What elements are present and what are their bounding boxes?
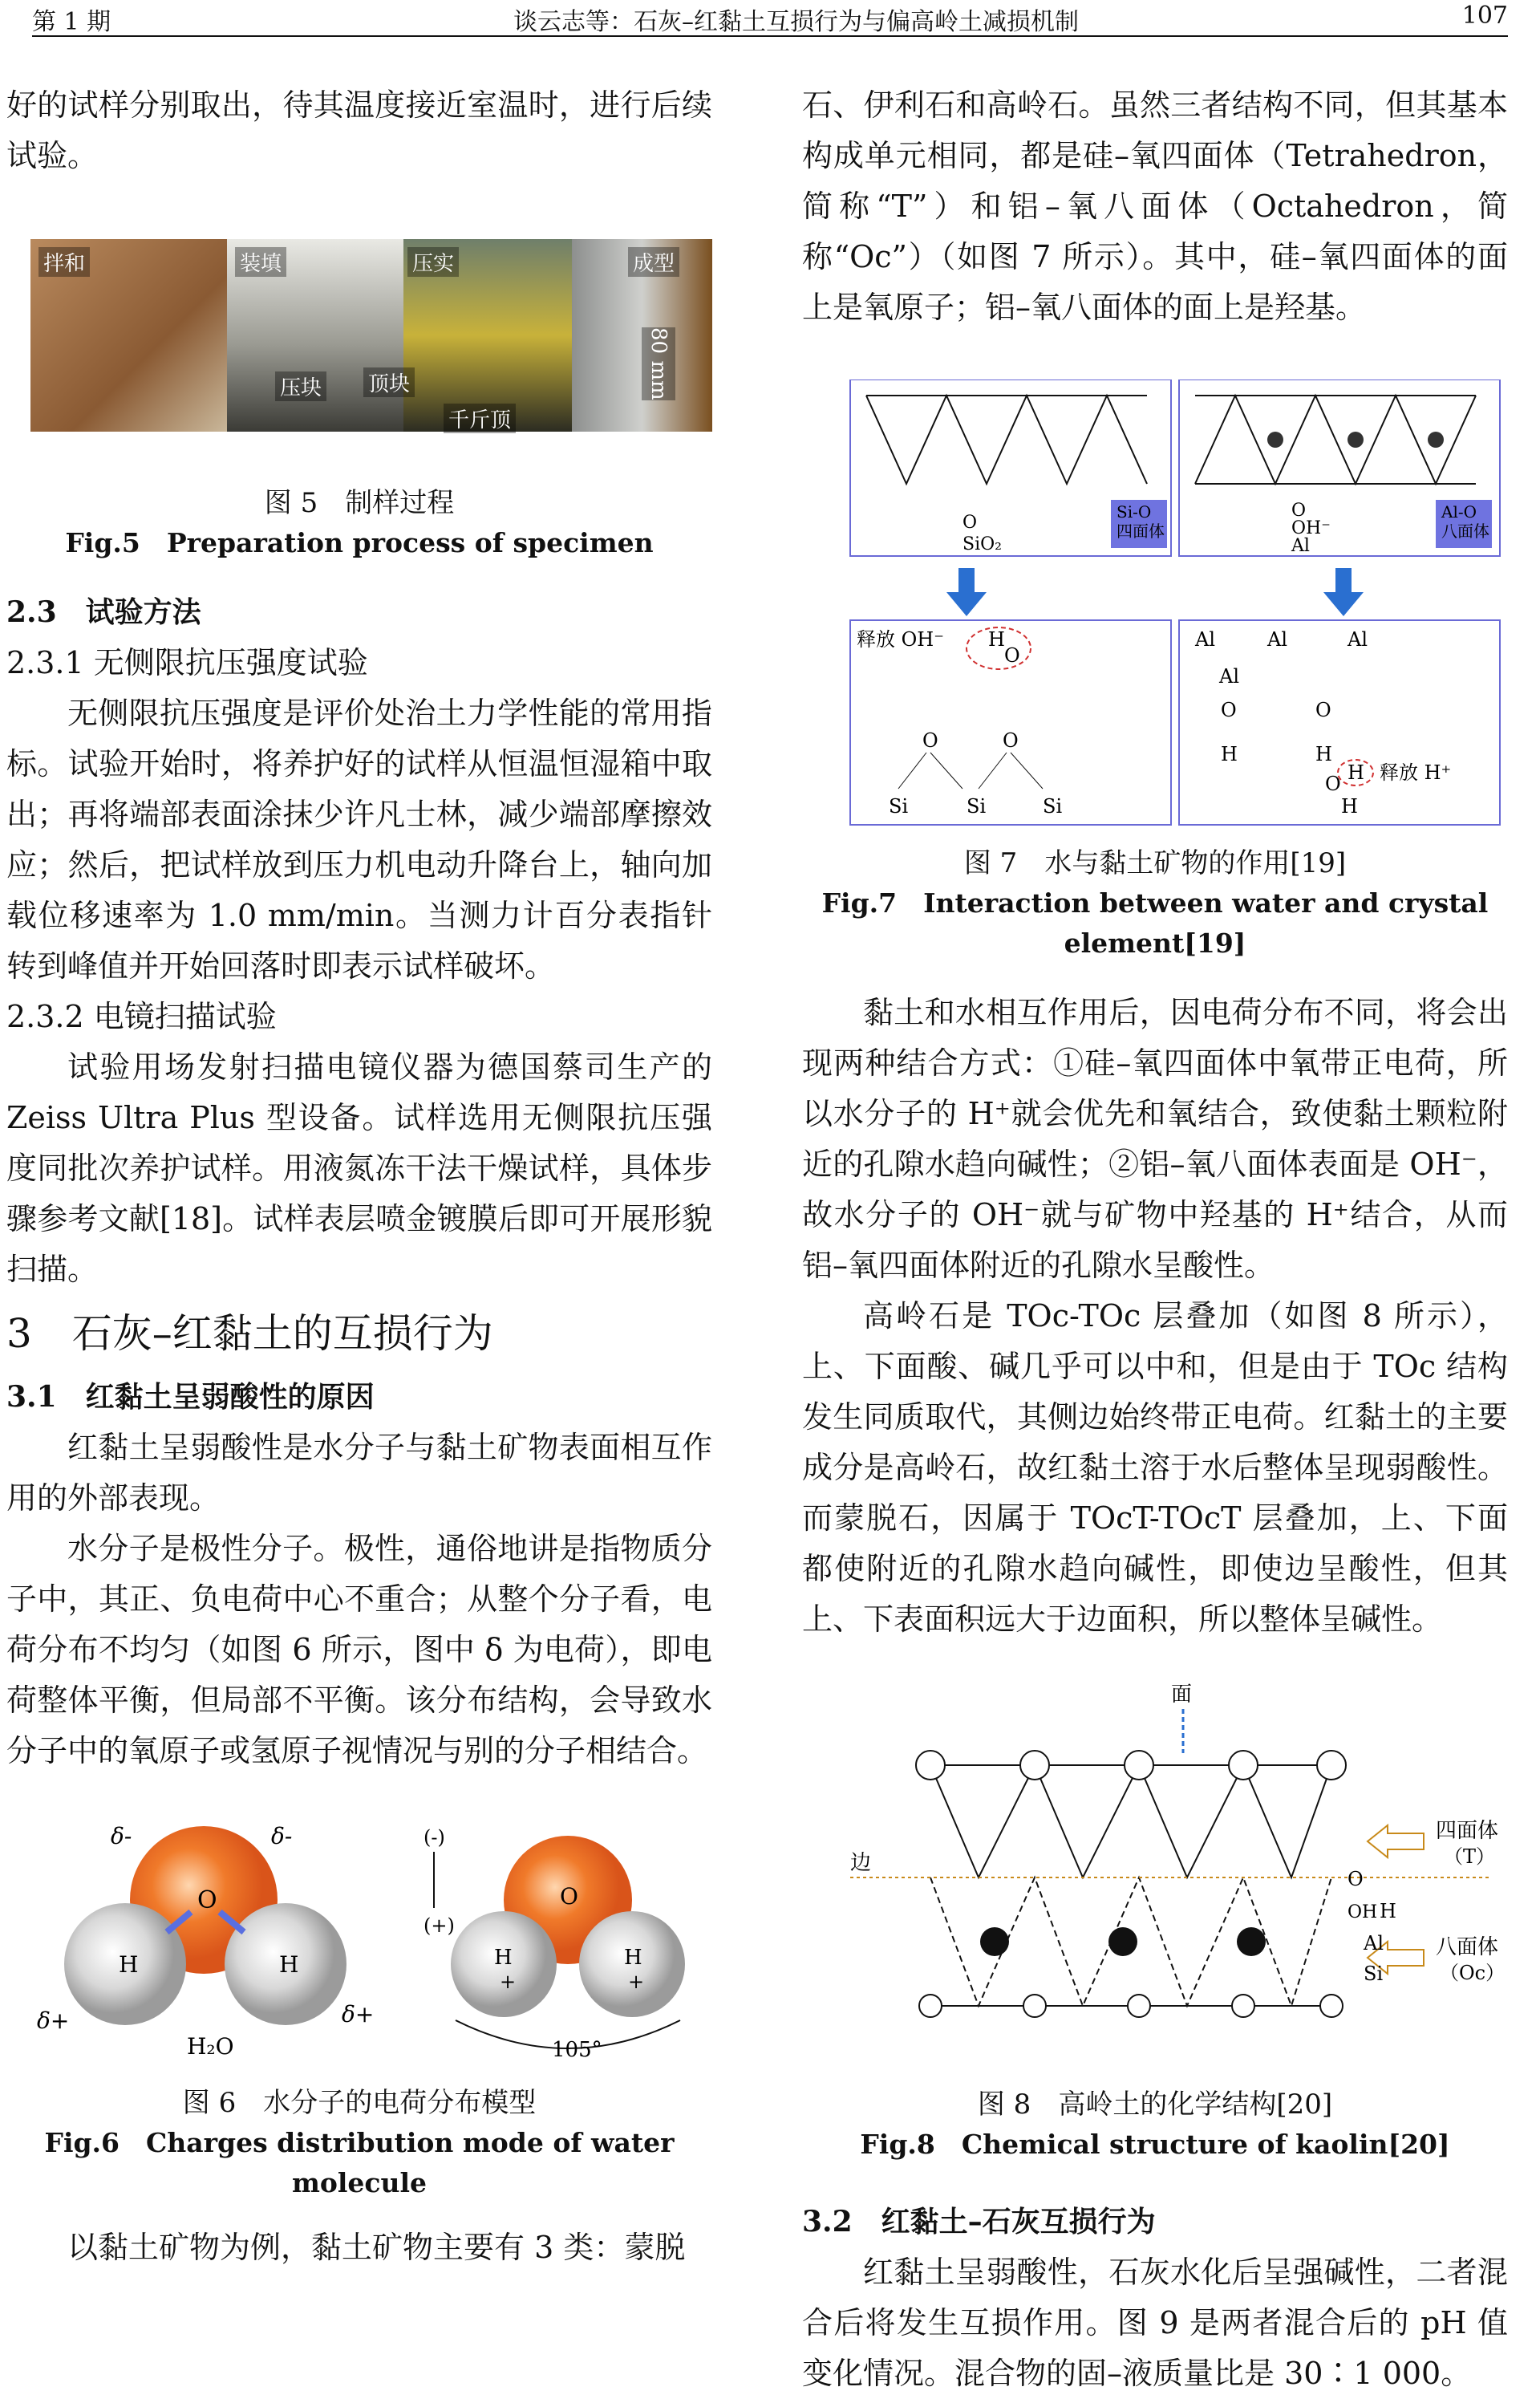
face-label: 面 xyxy=(1171,1683,1193,1707)
h-label: H xyxy=(1348,761,1364,784)
legend-h: H xyxy=(1380,1900,1396,1922)
legend-sio2: SiO₂ xyxy=(962,534,1002,554)
paragraph: 好的试样分别取出，待其温度接近室温时，进行后续试验。 xyxy=(6,87,712,173)
al-label: Al xyxy=(1195,628,1216,651)
paragraph: 水分子是极性分子。极性，通俗地讲是指物质分子中，其正、负电荷中心不重合；从整个分子看，电荷分布不均匀（如图 6 所示，图中 δ 为电荷），即电荷整体平衡，但局部不平衡。该分布结构，会导致水分子中的氧原子或氢原子视情况与别的分子相结合。 xyxy=(6,1531,712,1768)
paragraph: 高岭石是 TOc-TOc 层叠加（如图 8 所示），上、下面酸、碱几乎可以中和，但是由于 TOc 结构发生同质取代，其侧边始终带正电荷。红黏土的主要成分是高岭石，故红黏土溶于水后整体呈现弱酸性。而蒙脱石，因属于 TOcT-TOcT 层叠加，上、下面都使附近的孔隙水趋向碱性，即使边呈酸性，但其上、下表面积远大于边面积，所以整体呈碱性。 xyxy=(802,1298,1508,1637)
label-block-top: 顶块 xyxy=(363,367,415,397)
legend-o: O xyxy=(962,513,978,533)
paragraph: 黏土和水相互作用后，因电荷分布不同，将会出现两种结合方式：①硅–氧四面体中氧带正电荷，所以水分子的 H⁺就会优先和氧结合，致使黏土颗粒附近的孔隙水趋向碱性；②铝–氧八面体表面是 OH⁻，故水分子的 OH⁻就与矿物中羟基的 H⁺结合，从而铝–氧四面体附近的孔隙水呈酸性。 xyxy=(802,995,1508,1283)
figure-5-caption-en: Fig.5 Preparation process of specimen xyxy=(65,527,654,558)
figure-6-caption-cn: 图 6 水分子的电荷分布模型 xyxy=(182,2087,537,2119)
kaolin-tetra xyxy=(930,1765,1331,1877)
release-oh-label: 释放 OH⁻ xyxy=(857,628,944,651)
o-label: O xyxy=(197,1886,217,1914)
tag-sio-text: Si-O 四面体 xyxy=(1116,502,1165,541)
angle-label: 105° xyxy=(552,2038,602,2062)
tetra-arrow xyxy=(1368,1825,1424,1857)
paragraph: 试验用场发射扫描电镜仪器为德国蔡司生产的 Zeiss Ultra Plus 型设备。试样选用无侧限抗压强度同批次养护试样。用液氮冻干法干燥试样，具体步骤参考文献[18]。试样表层喷金镀膜后即可开展形貌扫描。 xyxy=(6,1049,712,1287)
delta-minus-label: δ- xyxy=(111,1823,132,1849)
figure-8-caption-en: Fig.8 Chemical structure of kaolin[20] xyxy=(860,2129,1450,2160)
tag-alo-text: Al-O 八面体 xyxy=(1441,502,1489,541)
section-3-1: 3.1 红黏土呈弱酸性的原因 xyxy=(6,1380,375,1414)
al-label: Al xyxy=(1219,665,1240,688)
h-label: H xyxy=(279,1951,299,1978)
legend-si: Si xyxy=(1364,1963,1384,1985)
si-label: Si xyxy=(967,795,987,818)
label-mix: 拌和 xyxy=(38,247,90,277)
figure-5 xyxy=(6,239,712,472)
figure-7-caption-cn: 图 7 水与黏土矿物的作用[19] xyxy=(963,847,1347,879)
o-label: O xyxy=(1315,699,1331,721)
legend-o: O xyxy=(1348,1868,1364,1890)
octa-label: 八面体 xyxy=(1436,1935,1499,1959)
release-h-label: 释放 H⁺ xyxy=(1380,761,1452,784)
section-2-3-2: 2.3.2 电镜扫描试验 xyxy=(6,999,277,1034)
h-label: H xyxy=(988,628,1005,651)
label-jack: 千斤顶 xyxy=(444,404,516,433)
octa-oc-label: （Oc） xyxy=(1440,1962,1506,1984)
section-3: 3 石灰–红黏土的互损行为 xyxy=(6,1310,493,1357)
right-column xyxy=(802,80,1508,2399)
label-press: 压实 xyxy=(407,247,459,277)
plus-label: + xyxy=(500,1971,517,1993)
figure-7-caption-en: Fig.7 Interaction between water and crystal element[19] xyxy=(821,887,1489,959)
label-block-press: 压块 xyxy=(275,371,326,401)
legend-oh: OH xyxy=(1348,1902,1378,1922)
al-label: Al xyxy=(1267,628,1288,651)
paragraph: 红黏土呈弱酸性，石灰水化后呈强碱性，二者混合后将发生互损作用。图 9 是两者混合后的 pH 值变化情况。混合物的固–液质量比是 30∶1 000。 xyxy=(802,2255,1508,2391)
h-label: H xyxy=(1315,743,1332,765)
arrow-down xyxy=(1323,568,1364,616)
left-column xyxy=(6,80,712,2273)
issue-number: 第 1 期 xyxy=(32,8,111,36)
o-label: O xyxy=(1004,644,1020,667)
o-label: O xyxy=(1221,699,1237,721)
tetra-lattice xyxy=(866,396,1147,484)
tetra-label: 四面体 xyxy=(1436,1819,1499,1843)
label-form: 成型 xyxy=(628,247,679,277)
tetra-t-label: （T） xyxy=(1444,1845,1496,1868)
h-label: H xyxy=(624,1946,642,1970)
figure-8 xyxy=(802,1677,1508,2078)
si-label: Si xyxy=(889,795,909,818)
o-label: O xyxy=(1325,773,1341,795)
minus-label: (-) xyxy=(424,1826,445,1849)
label-dim: 80 mm xyxy=(642,327,675,400)
legend-oh: OH⁻ xyxy=(1291,518,1331,538)
paragraph: 无侧限抗压强度是评价处治土力学性能的常用指标。试验开始时，将养护好的试样从恒温恒湿箱中取出；再将端部表面涂抹少许凡士林，减少端部摩擦效应；然后，把试样放到压力机电动升降台上，轴向加载位移速率为 1.0 mm/min。当测力计百分表指针转到峰值并开始回落时即表示试样破坏。 xyxy=(6,696,712,984)
delta-plus-label: δ+ xyxy=(342,2001,375,2028)
h2o-label: H₂O xyxy=(187,2033,234,2060)
running-header xyxy=(32,0,1508,37)
h-label: H xyxy=(1341,795,1358,818)
figure-7 xyxy=(802,380,1508,829)
paragraph: 以黏土矿物为例，黏土矿物主要有 3 类：蒙脱 xyxy=(67,2230,686,2265)
edge-label: 边 xyxy=(850,1851,872,1875)
plus-paren-label: (+) xyxy=(424,1914,455,1937)
h-label: H xyxy=(1221,743,1238,765)
h-label: H xyxy=(494,1946,513,1970)
h-label: H xyxy=(119,1951,139,1978)
legend-al: Al xyxy=(1364,1932,1384,1955)
paragraph: 红黏土呈弱酸性是水分子与黏土矿物表面相互作用的外部表现。 xyxy=(6,1430,712,1516)
figure-6-caption-en: Fig.6 Charges distribution mode of water molecule xyxy=(44,2127,675,2198)
section-3-2: 3.2 红黏土–石灰互损行为 xyxy=(802,2205,1156,2239)
si-label: Si xyxy=(1043,795,1063,818)
section-2-3-1: 2.3.1 无侧限抗压强度试验 xyxy=(6,645,368,680)
plus-label: + xyxy=(628,1971,645,1993)
figure-5-caption-cn: 图 5 制样过程 xyxy=(264,487,455,519)
delta-minus-label: δ- xyxy=(271,1823,293,1849)
o-label: O xyxy=(922,729,938,752)
page-number: 107 xyxy=(1461,2,1508,30)
al-label: Al xyxy=(1348,628,1368,651)
paragraph: 石、伊利石和高岭石。虽然三者结构不同，但其基本构成单元相同，都是硅–氧四面体（Tetrahedron，简称“T”）和铝–氧八面体（Octahedron，简称“Oc”）（如图 7 所示）。其中，硅–氧四面体的面上是氧原子；铝–氧八面体的面上是羟基。 xyxy=(802,87,1508,325)
figure-6 xyxy=(6,1812,712,2068)
delta-plus-label: δ+ xyxy=(37,2007,70,2034)
o-label: O xyxy=(560,1883,578,1910)
figure-8-caption-cn: 图 8 高岭土的化学结构[20] xyxy=(977,2088,1333,2121)
o-label: O xyxy=(1003,729,1019,752)
section-2-3: 2.3 试验方法 xyxy=(6,595,201,629)
arrow-down xyxy=(946,568,987,616)
legend-o: O xyxy=(1291,501,1307,521)
label-fill: 装填 xyxy=(235,247,286,277)
legend-al: Al xyxy=(1291,536,1310,556)
running-title: 谈云志等：石灰–红黏土互损行为与偏高岭土减损机制 xyxy=(513,8,1079,36)
